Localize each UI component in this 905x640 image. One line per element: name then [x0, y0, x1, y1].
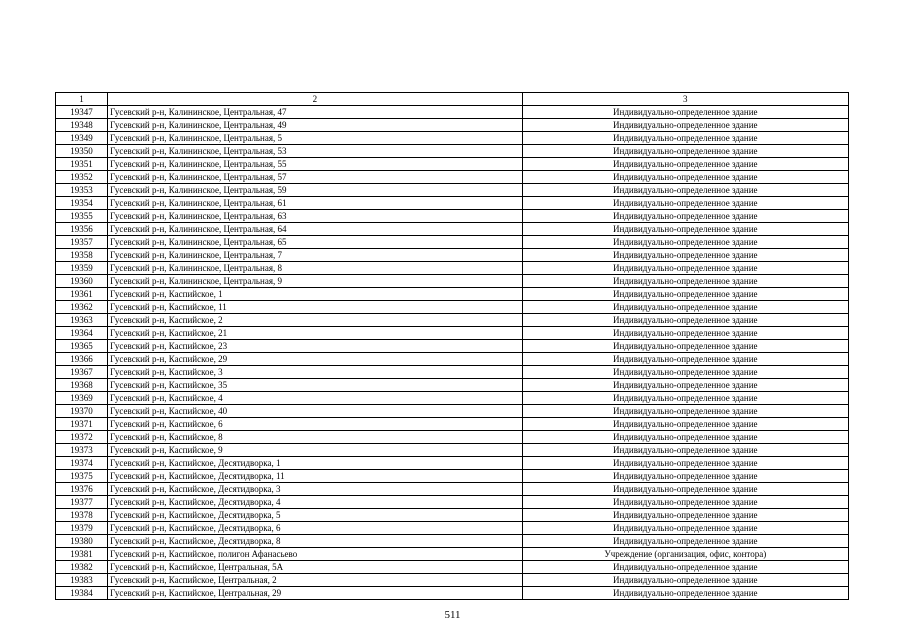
- table-header-row: [56, 93, 849, 106]
- column-header: 3: [522, 93, 848, 106]
- object-type-cell: Индивидуально-определенное здание: [522, 405, 848, 418]
- row-number-cell: 19361: [56, 288, 108, 301]
- row-number-cell: 19369: [56, 392, 108, 405]
- table-row: [56, 587, 849, 600]
- table-row: [56, 327, 849, 340]
- row-number-cell: 19375: [56, 470, 108, 483]
- address-cell: Гусевский р-н, Каспийское, 1: [108, 288, 523, 301]
- table-row: [56, 223, 849, 236]
- row-number-cell: 19351: [56, 158, 108, 171]
- table-row: [56, 483, 849, 496]
- table-row: [56, 145, 849, 158]
- table-row: [56, 574, 849, 587]
- address-cell: Гусевский р-н, Каспийское, 11: [108, 301, 523, 314]
- table-row: [56, 275, 849, 288]
- table-row: [56, 392, 849, 405]
- table-row: [56, 106, 849, 119]
- address-cell: Гусевский р-н, Калининское, Центральная, 59: [108, 184, 523, 197]
- table-row: [56, 561, 849, 574]
- address-cell: Гусевский р-н, Калининское, Центральная, 8: [108, 262, 523, 275]
- row-number-cell: 19370: [56, 405, 108, 418]
- object-type-cell: Индивидуально-определенное здание: [522, 574, 848, 587]
- object-type-cell: Индивидуально-определенное здание: [522, 509, 848, 522]
- address-cell: Гусевский р-н, Каспийское, полигон Афанасьево: [108, 548, 523, 561]
- table-body: [56, 93, 849, 600]
- object-type-cell: Индивидуально-определенное здание: [522, 392, 848, 405]
- address-cell: Гусевский р-н, Калининское, Центральная, 9: [108, 275, 523, 288]
- table-row: [56, 353, 849, 366]
- row-number-cell: 19383: [56, 574, 108, 587]
- table-row: [56, 171, 849, 184]
- table-row: [56, 535, 849, 548]
- row-number-cell: 19379: [56, 522, 108, 535]
- object-type-cell: Индивидуально-определенное здание: [522, 275, 848, 288]
- address-cell: Гусевский р-н, Калининское, Центральная, 53: [108, 145, 523, 158]
- object-type-cell: Индивидуально-определенное здание: [522, 366, 848, 379]
- row-number-cell: 19349: [56, 132, 108, 145]
- table-row: [56, 132, 849, 145]
- object-type-cell: Индивидуально-определенное здание: [522, 223, 848, 236]
- object-type-cell: Индивидуально-определенное здание: [522, 249, 848, 262]
- table-row: [56, 405, 849, 418]
- row-number-cell: 19384: [56, 587, 108, 600]
- object-type-cell: Учреждение (организация, офис, контора): [522, 548, 848, 561]
- row-number-cell: 19357: [56, 236, 108, 249]
- object-type-cell: Индивидуально-определенное здание: [522, 119, 848, 132]
- row-number-cell: 19352: [56, 171, 108, 184]
- address-cell: Гусевский р-н, Калининское, Центральная, 7: [108, 249, 523, 262]
- table-row: [56, 548, 849, 561]
- address-cell: Гусевский р-н, Калининское, Центральная, 47: [108, 106, 523, 119]
- object-type-cell: Индивидуально-определенное здание: [522, 431, 848, 444]
- address-cell: Гусевский р-н, Калининское, Центральная, 61: [108, 197, 523, 210]
- table-row: [56, 210, 849, 223]
- table-row: [56, 340, 849, 353]
- row-number-cell: 19373: [56, 444, 108, 457]
- address-cell: Гусевский р-н, Калининское, Центральная, 55: [108, 158, 523, 171]
- address-cell: Гусевский р-н, Калининское, Центральная, 64: [108, 223, 523, 236]
- table-row: [56, 418, 849, 431]
- object-type-cell: Индивидуально-определенное здание: [522, 106, 848, 119]
- registry-table: [55, 92, 849, 600]
- object-type-cell: Индивидуально-определенное здание: [522, 184, 848, 197]
- row-number-cell: 19372: [56, 431, 108, 444]
- row-number-cell: 19364: [56, 327, 108, 340]
- row-number-cell: 19381: [56, 548, 108, 561]
- row-number-cell: 19354: [56, 197, 108, 210]
- table-row: [56, 288, 849, 301]
- table-row: [56, 457, 849, 470]
- row-number-cell: 19347: [56, 106, 108, 119]
- address-cell: Гусевский р-н, Каспийское, 4: [108, 392, 523, 405]
- row-number-cell: 19380: [56, 535, 108, 548]
- address-cell: Гусевский р-н, Каспийское, Десятидворка, 5: [108, 509, 523, 522]
- table-row: [56, 184, 849, 197]
- row-number-cell: 19353: [56, 184, 108, 197]
- table-row: [56, 431, 849, 444]
- address-cell: Гусевский р-н, Каспийское, 35: [108, 379, 523, 392]
- address-cell: Гусевский р-н, Каспийское, Центральная, 29: [108, 587, 523, 600]
- address-cell: Гусевский р-н, Калининское, Центральная, 65: [108, 236, 523, 249]
- address-cell: Гусевский р-н, Каспийское, 23: [108, 340, 523, 353]
- row-number-cell: 19348: [56, 119, 108, 132]
- object-type-cell: Индивидуально-определенное здание: [522, 379, 848, 392]
- object-type-cell: Индивидуально-определенное здание: [522, 353, 848, 366]
- address-cell: Гусевский р-н, Каспийское, 40: [108, 405, 523, 418]
- table-row: [56, 470, 849, 483]
- object-type-cell: Индивидуально-определенное здание: [522, 561, 848, 574]
- row-number-cell: 19360: [56, 275, 108, 288]
- row-number-cell: 19355: [56, 210, 108, 223]
- object-type-cell: Индивидуально-определенное здание: [522, 496, 848, 509]
- object-type-cell: Индивидуально-определенное здание: [522, 262, 848, 275]
- row-number-cell: 19350: [56, 145, 108, 158]
- object-type-cell: Индивидуально-определенное здание: [522, 587, 848, 600]
- object-type-cell: Индивидуально-определенное здание: [522, 301, 848, 314]
- address-cell: Гусевский р-н, Каспийское, 8: [108, 431, 523, 444]
- table-row: [56, 314, 849, 327]
- object-type-cell: Индивидуально-определенное здание: [522, 522, 848, 535]
- row-number-cell: 19356: [56, 223, 108, 236]
- address-cell: Гусевский р-н, Калининское, Центральная, 63: [108, 210, 523, 223]
- row-number-cell: 19371: [56, 418, 108, 431]
- object-type-cell: Индивидуально-определенное здание: [522, 314, 848, 327]
- object-type-cell: Индивидуально-определенное здание: [522, 340, 848, 353]
- address-cell: Гусевский р-н, Каспийское, 9: [108, 444, 523, 457]
- address-cell: Гусевский р-н, Калининское, Центральная, 5: [108, 132, 523, 145]
- address-cell: Гусевский р-н, Каспийское, Десятидворка, 4: [108, 496, 523, 509]
- object-type-cell: Индивидуально-определенное здание: [522, 132, 848, 145]
- row-number-cell: 19377: [56, 496, 108, 509]
- column-header: 2: [108, 93, 523, 106]
- object-type-cell: Индивидуально-определенное здание: [522, 483, 848, 496]
- table-row: [56, 262, 849, 275]
- row-number-cell: 19376: [56, 483, 108, 496]
- address-cell: Гусевский р-н, Каспийское, 2: [108, 314, 523, 327]
- address-cell: Гусевский р-н, Каспийское, 6: [108, 418, 523, 431]
- address-cell: Гусевский р-н, Каспийское, Десятидворка, 6: [108, 522, 523, 535]
- table-row: [56, 158, 849, 171]
- table-row: [56, 379, 849, 392]
- object-type-cell: Индивидуально-определенное здание: [522, 457, 848, 470]
- table-row: [56, 197, 849, 210]
- object-type-cell: Индивидуально-определенное здание: [522, 145, 848, 158]
- object-type-cell: Индивидуально-определенное здание: [522, 197, 848, 210]
- row-number-cell: 19368: [56, 379, 108, 392]
- table-row: [56, 496, 849, 509]
- row-number-cell: 19362: [56, 301, 108, 314]
- row-number-cell: 19382: [56, 561, 108, 574]
- address-cell: Гусевский р-н, Каспийское, 21: [108, 327, 523, 340]
- table-row: [56, 444, 849, 457]
- address-cell: Гусевский р-н, Каспийское, Десятидворка, 1: [108, 457, 523, 470]
- row-number-cell: 19359: [56, 262, 108, 275]
- address-cell: Гусевский р-н, Каспийское, Центральная, 5А: [108, 561, 523, 574]
- row-number-cell: 19367: [56, 366, 108, 379]
- table-row: [56, 509, 849, 522]
- object-type-cell: Индивидуально-определенное здание: [522, 444, 848, 457]
- object-type-cell: Индивидуально-определенное здание: [522, 158, 848, 171]
- address-cell: Гусевский р-н, Калининское, Центральная, 49: [108, 119, 523, 132]
- row-number-cell: 19378: [56, 509, 108, 522]
- table-row: [56, 366, 849, 379]
- object-type-cell: Индивидуально-определенное здание: [522, 171, 848, 184]
- address-cell: Гусевский р-н, Каспийское, Центральная, 2: [108, 574, 523, 587]
- table-row: [56, 249, 849, 262]
- address-cell: Гусевский р-н, Калининское, Центральная, 57: [108, 171, 523, 184]
- object-type-cell: Индивидуально-определенное здание: [522, 236, 848, 249]
- address-cell: Гусевский р-н, Каспийское, Десятидворка, 3: [108, 483, 523, 496]
- row-number-cell: 19358: [56, 249, 108, 262]
- table-row: [56, 236, 849, 249]
- page-number: 511: [444, 609, 461, 621]
- table-row: [56, 119, 849, 132]
- object-type-cell: Индивидуально-определенное здание: [522, 418, 848, 431]
- table-row: [56, 301, 849, 314]
- row-number-cell: 19363: [56, 314, 108, 327]
- table-row: [56, 522, 849, 535]
- object-type-cell: Индивидуально-определенное здание: [522, 327, 848, 340]
- object-type-cell: Индивидуально-определенное здание: [522, 535, 848, 548]
- object-type-cell: Индивидуально-определенное здание: [522, 470, 848, 483]
- object-type-cell: Индивидуально-определенное здание: [522, 288, 848, 301]
- row-number-cell: 19366: [56, 353, 108, 366]
- column-header: 1: [56, 93, 108, 106]
- object-type-cell: Индивидуально-определенное здание: [522, 210, 848, 223]
- row-number-cell: 19365: [56, 340, 108, 353]
- address-cell: Гусевский р-н, Каспийское, Десятидворка, 11: [108, 470, 523, 483]
- address-cell: Гусевский р-н, Каспийское, 29: [108, 353, 523, 366]
- address-cell: Гусевский р-н, Каспийское, 3: [108, 366, 523, 379]
- row-number-cell: 19374: [56, 457, 108, 470]
- address-cell: Гусевский р-н, Каспийское, Десятидворка, 8: [108, 535, 523, 548]
